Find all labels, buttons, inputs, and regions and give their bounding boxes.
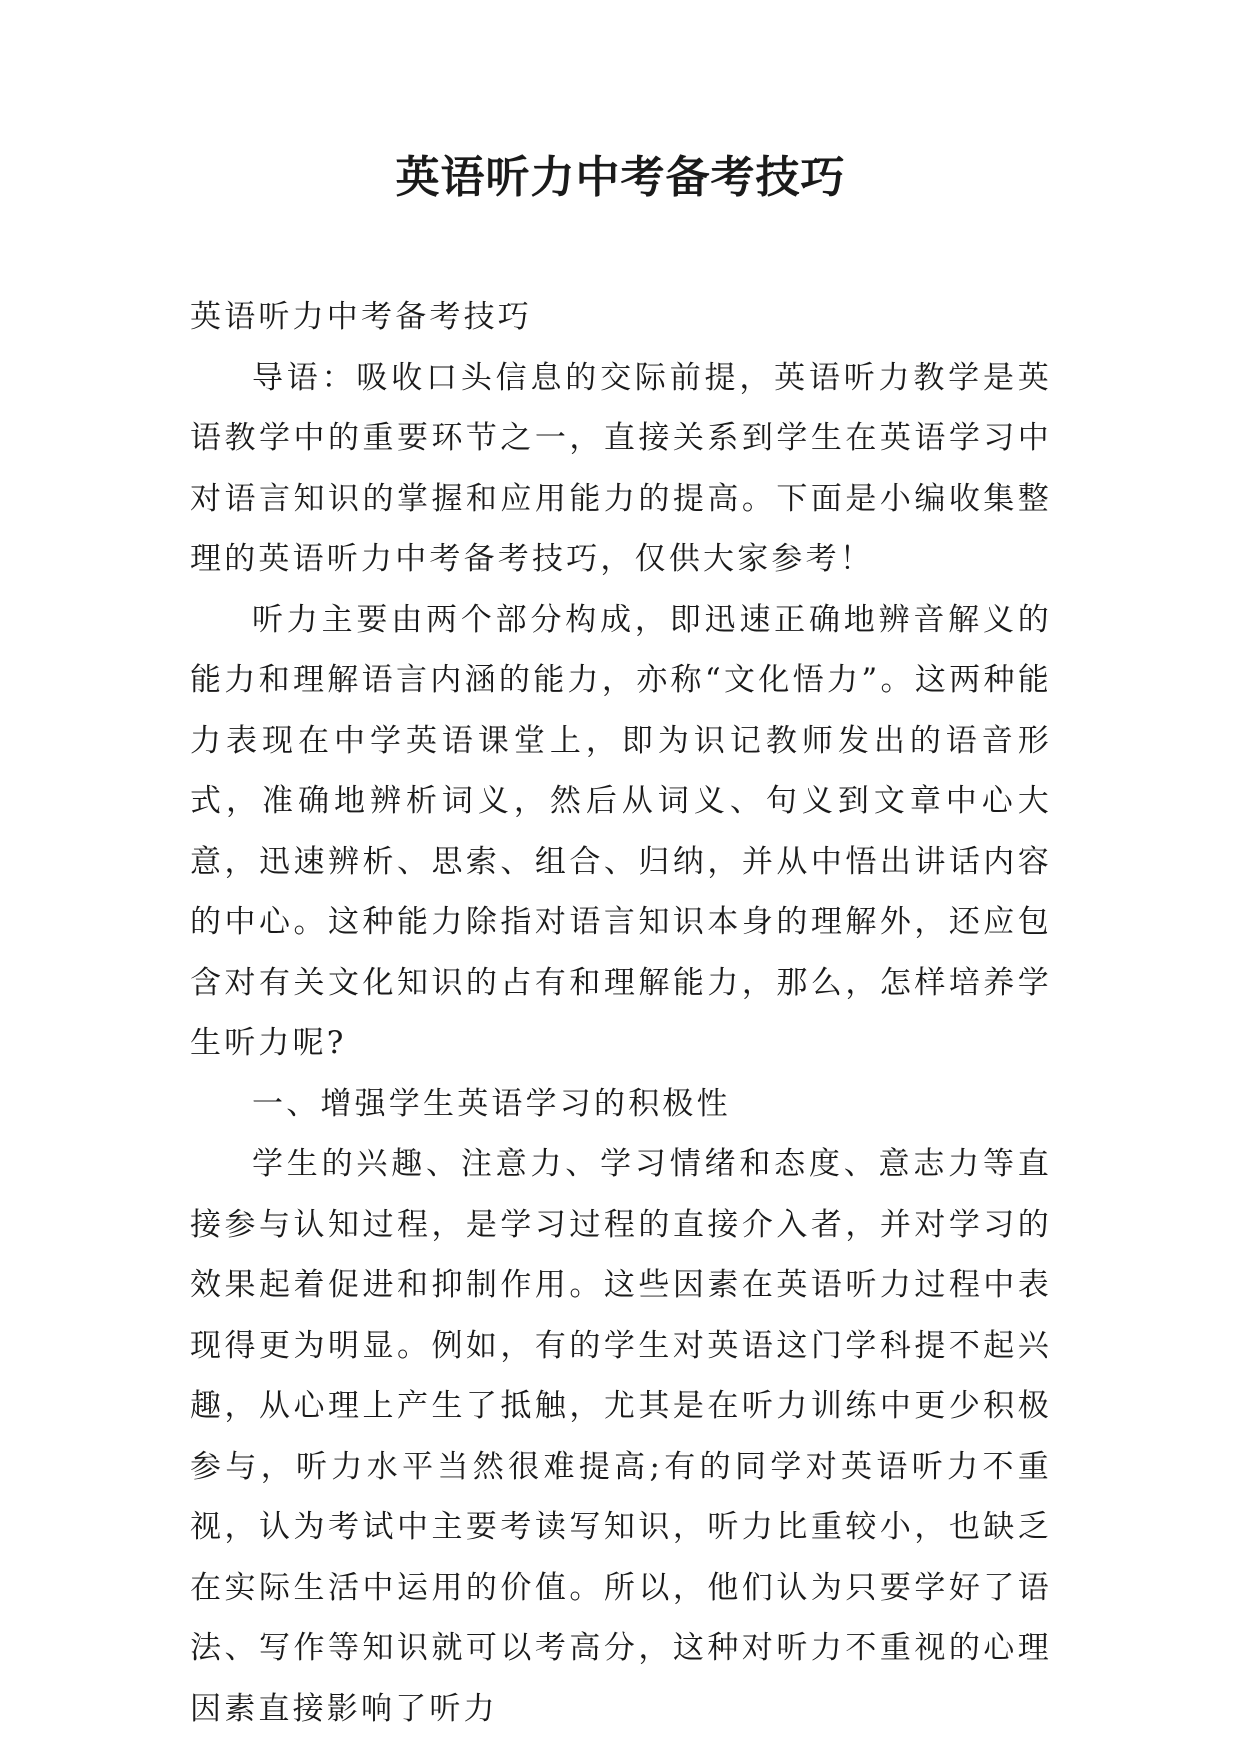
document-body [190,287,1052,1739]
intro-paragraph: 导语：吸收口头信息的交际前提，英语听力教学是英语教学中的重要环节之一，直接关系到学生在英语学习中对语言知识的掌握和应用能力的提高。下面是小编收集整理的英语听力中考备考技巧，仅供大家参考！ [190,359,1052,577]
section-heading: 一、增强学生英语学习的积极性 [252,1085,731,1122]
document-title: 英语听力中考备考技巧 [395,152,846,203]
body-paragraph: 听力主要由两个部分构成，即迅速正确地辨音解义的能力和理解语言内涵的能力，亦称“文化悟力”。这两种能力表现在中学英语课堂上，即为识记教师发出的语音形式，准确地辨析词义，然后从词义、句义到文章中心大意，迅速辨析、思索、组合、归纳，并从中悟出讲话内容的中心。这种能力除指对语言知识本身的理解外，还应包含对有关文化知识的占有和理解能力，那么，怎样培养学生听力呢? [190,601,1052,1061]
body-paragraph: 学生的兴趣、注意力、学习情绪和态度、意志力等直接参与认知过程，是学习过程的直接介入者，并对学习的效果起着促进和抑制作用。这些因素在英语听力过程中表现得更为明显。例如，有的学生对英语这门学科提不起兴趣，从心理上产生了抵触，尤其是在听力训练中更少积极参与，听力水平当然很难提高;有的同学对英语听力不重视，认为考试中主要考读写知识，听力比重较小，也缺乏在实际生活中运用的价值。所以，他们认为只要学好了语法、写作等知识就可以考高分，这种对听力不重视的心理因素直接影响了听力 [190,1146,1052,1727]
subtitle-paragraph: 英语听力中考备考技巧 [190,299,532,335]
